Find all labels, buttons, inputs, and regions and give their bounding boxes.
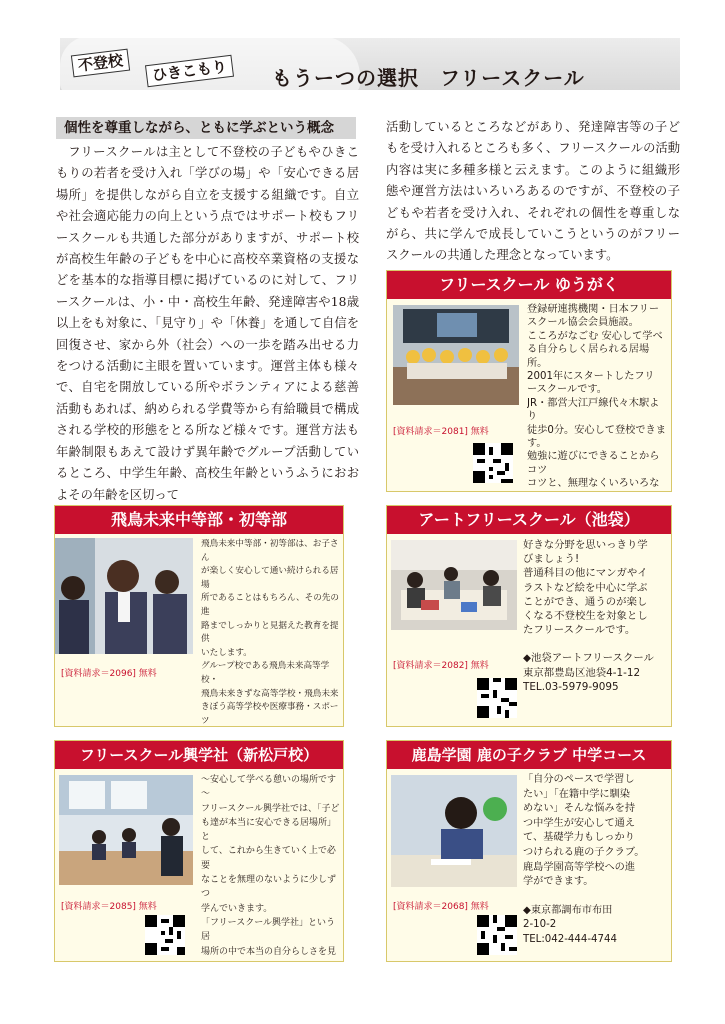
request-label: [資料請求＝2085] 無料 (61, 902, 157, 912)
qr-code[interactable] (473, 443, 513, 483)
card-title: フリースクール興学社（新松戸校） (55, 741, 343, 769)
intro-body-col1: フリースクールは主として不登校の子どもやひきこもりの若者を受け入れ「学びの場」や「安心できる居場所」を提供しながら自立を支援する組織です。自立や社会適応能力の向上という点ではサポート校もフリースクールも共通した部分がありますが、サポート校が高校生年齢の子どもを中心に高校卒業資格の支援などを基本的な指導目標に掲げているのに対して、フリースクールは、小・中・高校生年齢、発達障害や18歳以上をも対象に、「見守り」や「休養」を通して自信を回復させ、家から外（社会）への一歩を踏み出せる力をつける活動に主眼を置いています。運営主体も様々で、自宅を開放している所やボランティアによる慈善活動もあれば、納められる学費等から有給職員で構成される学校的形態をとる所など様々です。運営方法も年齢制限もあえて設けず異年齢でグループ活動しているところ、中学生年齢、高校生年齢というふうにおおよその年齢を区切って (56, 145, 359, 502)
request-label: [資料請求＝2068] 無料 (393, 902, 489, 912)
card-body: 好きな分野を思いっきり学 びましょう! 普通科目の他にマンガやイ ラストなど絵を中心に学ぶ ことができ、通うのが楽し くなる不登校生を対象とし たフリースクールです。 ◆池袋アートフリースクール 東京都豊島区池袋4-1-12 TEL.03-5979-9095 (523, 539, 654, 693)
card-body: ～安心して学べる憩いの場所です～ フリースクール興学社では、「子ど も達が本当に安心できる居場所」と して、これから生きていく上で必要 なことを無理のないように少しずつ 学んでいきます。 「フリースクール興学社」という居 場所の中で本当の自分らしさを見 (201, 775, 340, 957)
classroom-photo (393, 305, 519, 405)
intro-body-col2: 活動しているところなどがあり、発達障害等の子どもを受け入れるところも多く、フリースクールの活動内容は実に多種多様と云えます。このように組織形態や運営方法はいろいろあるのですが、不登校の子どもや若者を受け入れ、それぞれの個性を尊重しながら、共に学んで成長していこうというのがフリースクールの共通した理念となっています。 (386, 120, 680, 263)
request-label: [資料請求＝2096] 無料 (61, 669, 157, 679)
qr-code[interactable] (145, 915, 185, 955)
card-body: 「自分のペースで学習し たい」「在籍中学に馴染 めない」そんな悩みを持 つ中学生が安心して通え て、基礎学力もしっかり つけられる鹿の子クラブ。 鹿島学園高等学校への進 学ができます。 ◆東京都調布市布田 2-10-2 TEL:042-444-4744 (523, 774, 645, 945)
students-photo (55, 538, 193, 654)
card-kougakusha (54, 740, 344, 962)
intro-heading: 個性を尊重しながら、ともに学ぶという概念 (56, 117, 356, 139)
student-study-photo (391, 775, 517, 887)
qr-code[interactable] (477, 915, 517, 955)
card-body: 飛鳥未来中等部・初等部は、お子さん が楽しく安心して通い続けられる居場 所であることはもちろん、その先の進 路までしっかりと見据えた教育を提供 いたします。 グループ校である飛鳥未来高等学校・ 飛鳥未来きずな高等学校・飛鳥未来 きぼう高等学校や医療事務・スポーツ (201, 539, 340, 724)
card-art-free-school (386, 505, 672, 727)
qr-code[interactable] (477, 678, 517, 718)
card-yugaku (386, 270, 672, 492)
card-title: フリースクール ゆうがく (387, 271, 671, 299)
request-label: [資料請求＝2081] 無料 (393, 427, 489, 437)
card-kashima (386, 740, 672, 962)
card-title: アートフリースクール（池袋） (387, 506, 671, 534)
card-asuka (54, 505, 344, 727)
card-title: 飛鳥未来中等部・初等部 (55, 506, 343, 534)
card-body: 登録研連携機関・日本フリー スクール協会会員施設。 こころがなごむ 安心して学べ る自分らしく居られる居場所。 2001年にスタートしたフリ ースクールです。 JR・都営大江戸線代々木駅より 徒歩0分。安心して登校できます。 勉強に遊びにできることからコツ コツと、無理なくいろいろな (527, 304, 666, 489)
classroom-photo (59, 775, 193, 885)
request-label: [資料請求＝2082] 無料 (393, 661, 489, 671)
tag-hikikomori: ひきこもり (145, 55, 234, 87)
page-title: もうーつの選択 フリースクール (272, 66, 585, 90)
card-title: 鹿島学園 鹿の子クラブ 中学コース (387, 741, 671, 769)
art-class-photo (391, 540, 517, 630)
tag-futoko: 不登校 (71, 49, 130, 78)
